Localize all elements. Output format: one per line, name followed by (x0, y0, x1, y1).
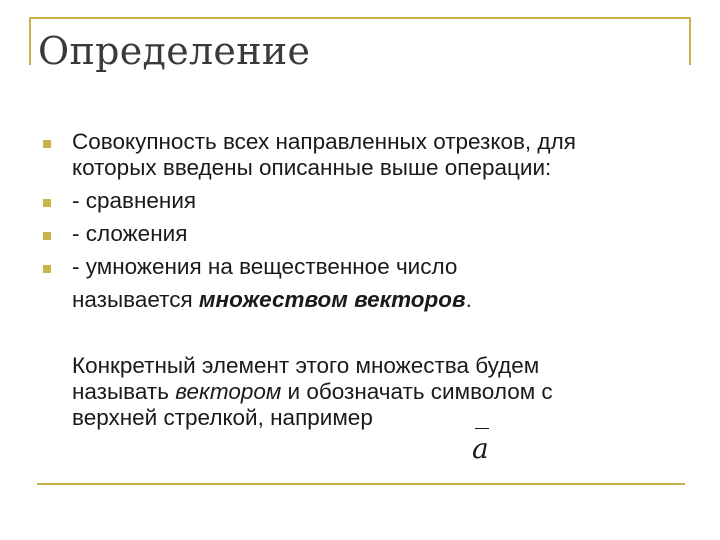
conclusion-text: называется (72, 287, 199, 312)
vector-accent-bar (475, 428, 489, 429)
bullet-item (72, 221, 682, 247)
paragraph-text: называть (72, 379, 176, 404)
paragraph-line: верхней стрелкой, например (72, 405, 373, 430)
paragraph-line (72, 379, 682, 405)
bullet-text-line: Совокупность всех направленных отрезков, для (72, 129, 576, 154)
bullet-text-line: - сравнения (72, 188, 197, 213)
frame-right-line (689, 17, 691, 65)
conclusion-line (72, 287, 682, 313)
paragraph-line: Конкретный элемент этого множества будем (72, 353, 540, 378)
slide-content (72, 129, 682, 431)
definition-paragraph (72, 353, 682, 431)
conclusion-period: . (465, 287, 472, 312)
square-bullet-icon (43, 232, 51, 240)
square-bullet-icon (43, 140, 51, 148)
vector-symbol (471, 424, 495, 470)
paragraph-text: и обозначать символом с (281, 379, 553, 404)
vector-letter: a (472, 432, 489, 465)
bullet-text-line: которых введены описанные выше операции: (72, 155, 552, 180)
bullet-item (72, 254, 682, 280)
italic-term: вектором (175, 379, 282, 404)
frame-bottom-line (37, 483, 685, 485)
bullet-item (72, 129, 682, 181)
emphasis-term: множеством векторов (198, 287, 466, 312)
frame-left-line (29, 17, 31, 65)
bullet-text-line: - сложения (72, 221, 188, 246)
square-bullet-icon (43, 199, 51, 207)
square-bullet-icon (43, 265, 51, 273)
frame-top-line (29, 17, 690, 19)
bullet-text-line: - умножения на вещественное число (72, 254, 458, 279)
slide-title: Определение (38, 29, 311, 73)
bullet-item (72, 188, 682, 214)
